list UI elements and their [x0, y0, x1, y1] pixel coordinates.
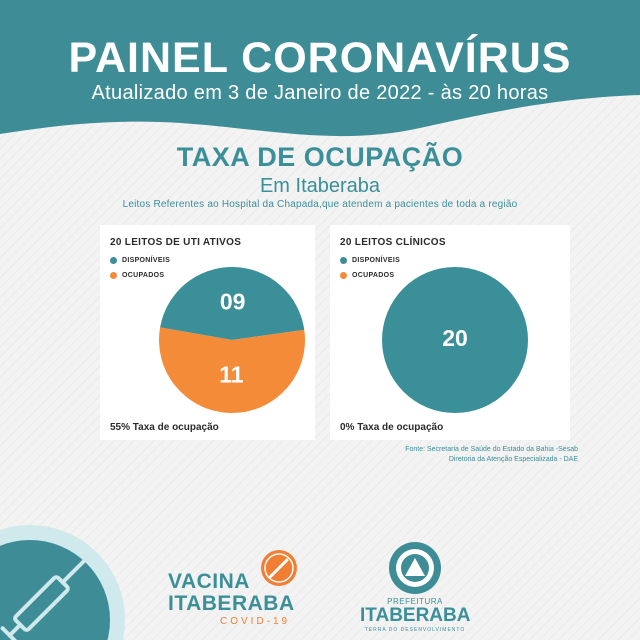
clinical-legend-available-label: DISPONÍVEIS — [352, 257, 401, 264]
prefeitura-city: ITABERABA — [360, 605, 471, 626]
legend-dot-orange — [340, 272, 347, 279]
prefeitura-logo — [360, 540, 471, 633]
pie-value-label: 20 — [442, 325, 468, 352]
uti-pie-chart — [157, 265, 307, 415]
section-subtitle: Em Itaberaba — [259, 175, 381, 197]
section-title: TAXA DE OCUPAÇÃO — [176, 142, 464, 172]
clinical-legend-occupied-label: OCUPADOS — [352, 272, 395, 279]
uti-legend-available — [110, 257, 170, 264]
uti-legend-available-label: DISPONÍVEIS — [122, 257, 171, 264]
clinical-pie-chart — [380, 265, 530, 415]
uti-chart-title: 20 LEITOS DE UTI ATIVOS — [110, 237, 242, 248]
clinical-legend-available — [340, 257, 400, 264]
page-subtitle: Atualizado em 3 de Janeiro de 2022 - às 20 horas — [91, 82, 549, 104]
uti-occupancy-rate: 55% Taxa de ocupação — [110, 422, 219, 433]
prefeitura-tagline: TERRA DO DESENVOLVIMENTO — [364, 627, 466, 633]
clinical-occupancy-rate: 0% Taxa de ocupação — [340, 422, 444, 433]
uti-legend-occupied-label: OCUPADOS — [122, 272, 165, 279]
legend-dot-orange — [110, 272, 117, 279]
pie-value-label: 11 — [219, 361, 244, 388]
prefeitura-word: PREFEITURA — [387, 597, 443, 606]
pie-value-label: 09 — [219, 288, 246, 315]
vacina-word: VACINA — [168, 570, 250, 593]
vaccine-syringe-icon — [259, 548, 299, 588]
vacina-covid: COVID-19 — [220, 616, 291, 627]
section-note: Leitos Referentes ao Hospital da Chapada,que atendem a pacientes de toda a região — [122, 199, 518, 210]
vacina-city: ITABERABA — [168, 592, 295, 615]
clinical-chart-card — [330, 225, 570, 440]
syringe-decoration-icon — [0, 520, 150, 640]
city-seal-icon — [360, 540, 470, 600]
data-source — [405, 445, 578, 465]
source-line-2: Diretoria da Atenção Especializada - DAE — [448, 456, 578, 463]
legend-dot-teal — [340, 257, 347, 264]
clinical-chart-title: 20 LEITOS CLÍNICOS — [340, 237, 446, 248]
uti-chart-card — [100, 225, 315, 440]
page-title: PAINEL CORONAVÍRUS — [68, 34, 572, 82]
legend-dot-teal — [110, 257, 117, 264]
source-line-1: Fonte: Secretaria de Saúde do Estado da Bahia -Sesab — [405, 446, 578, 453]
